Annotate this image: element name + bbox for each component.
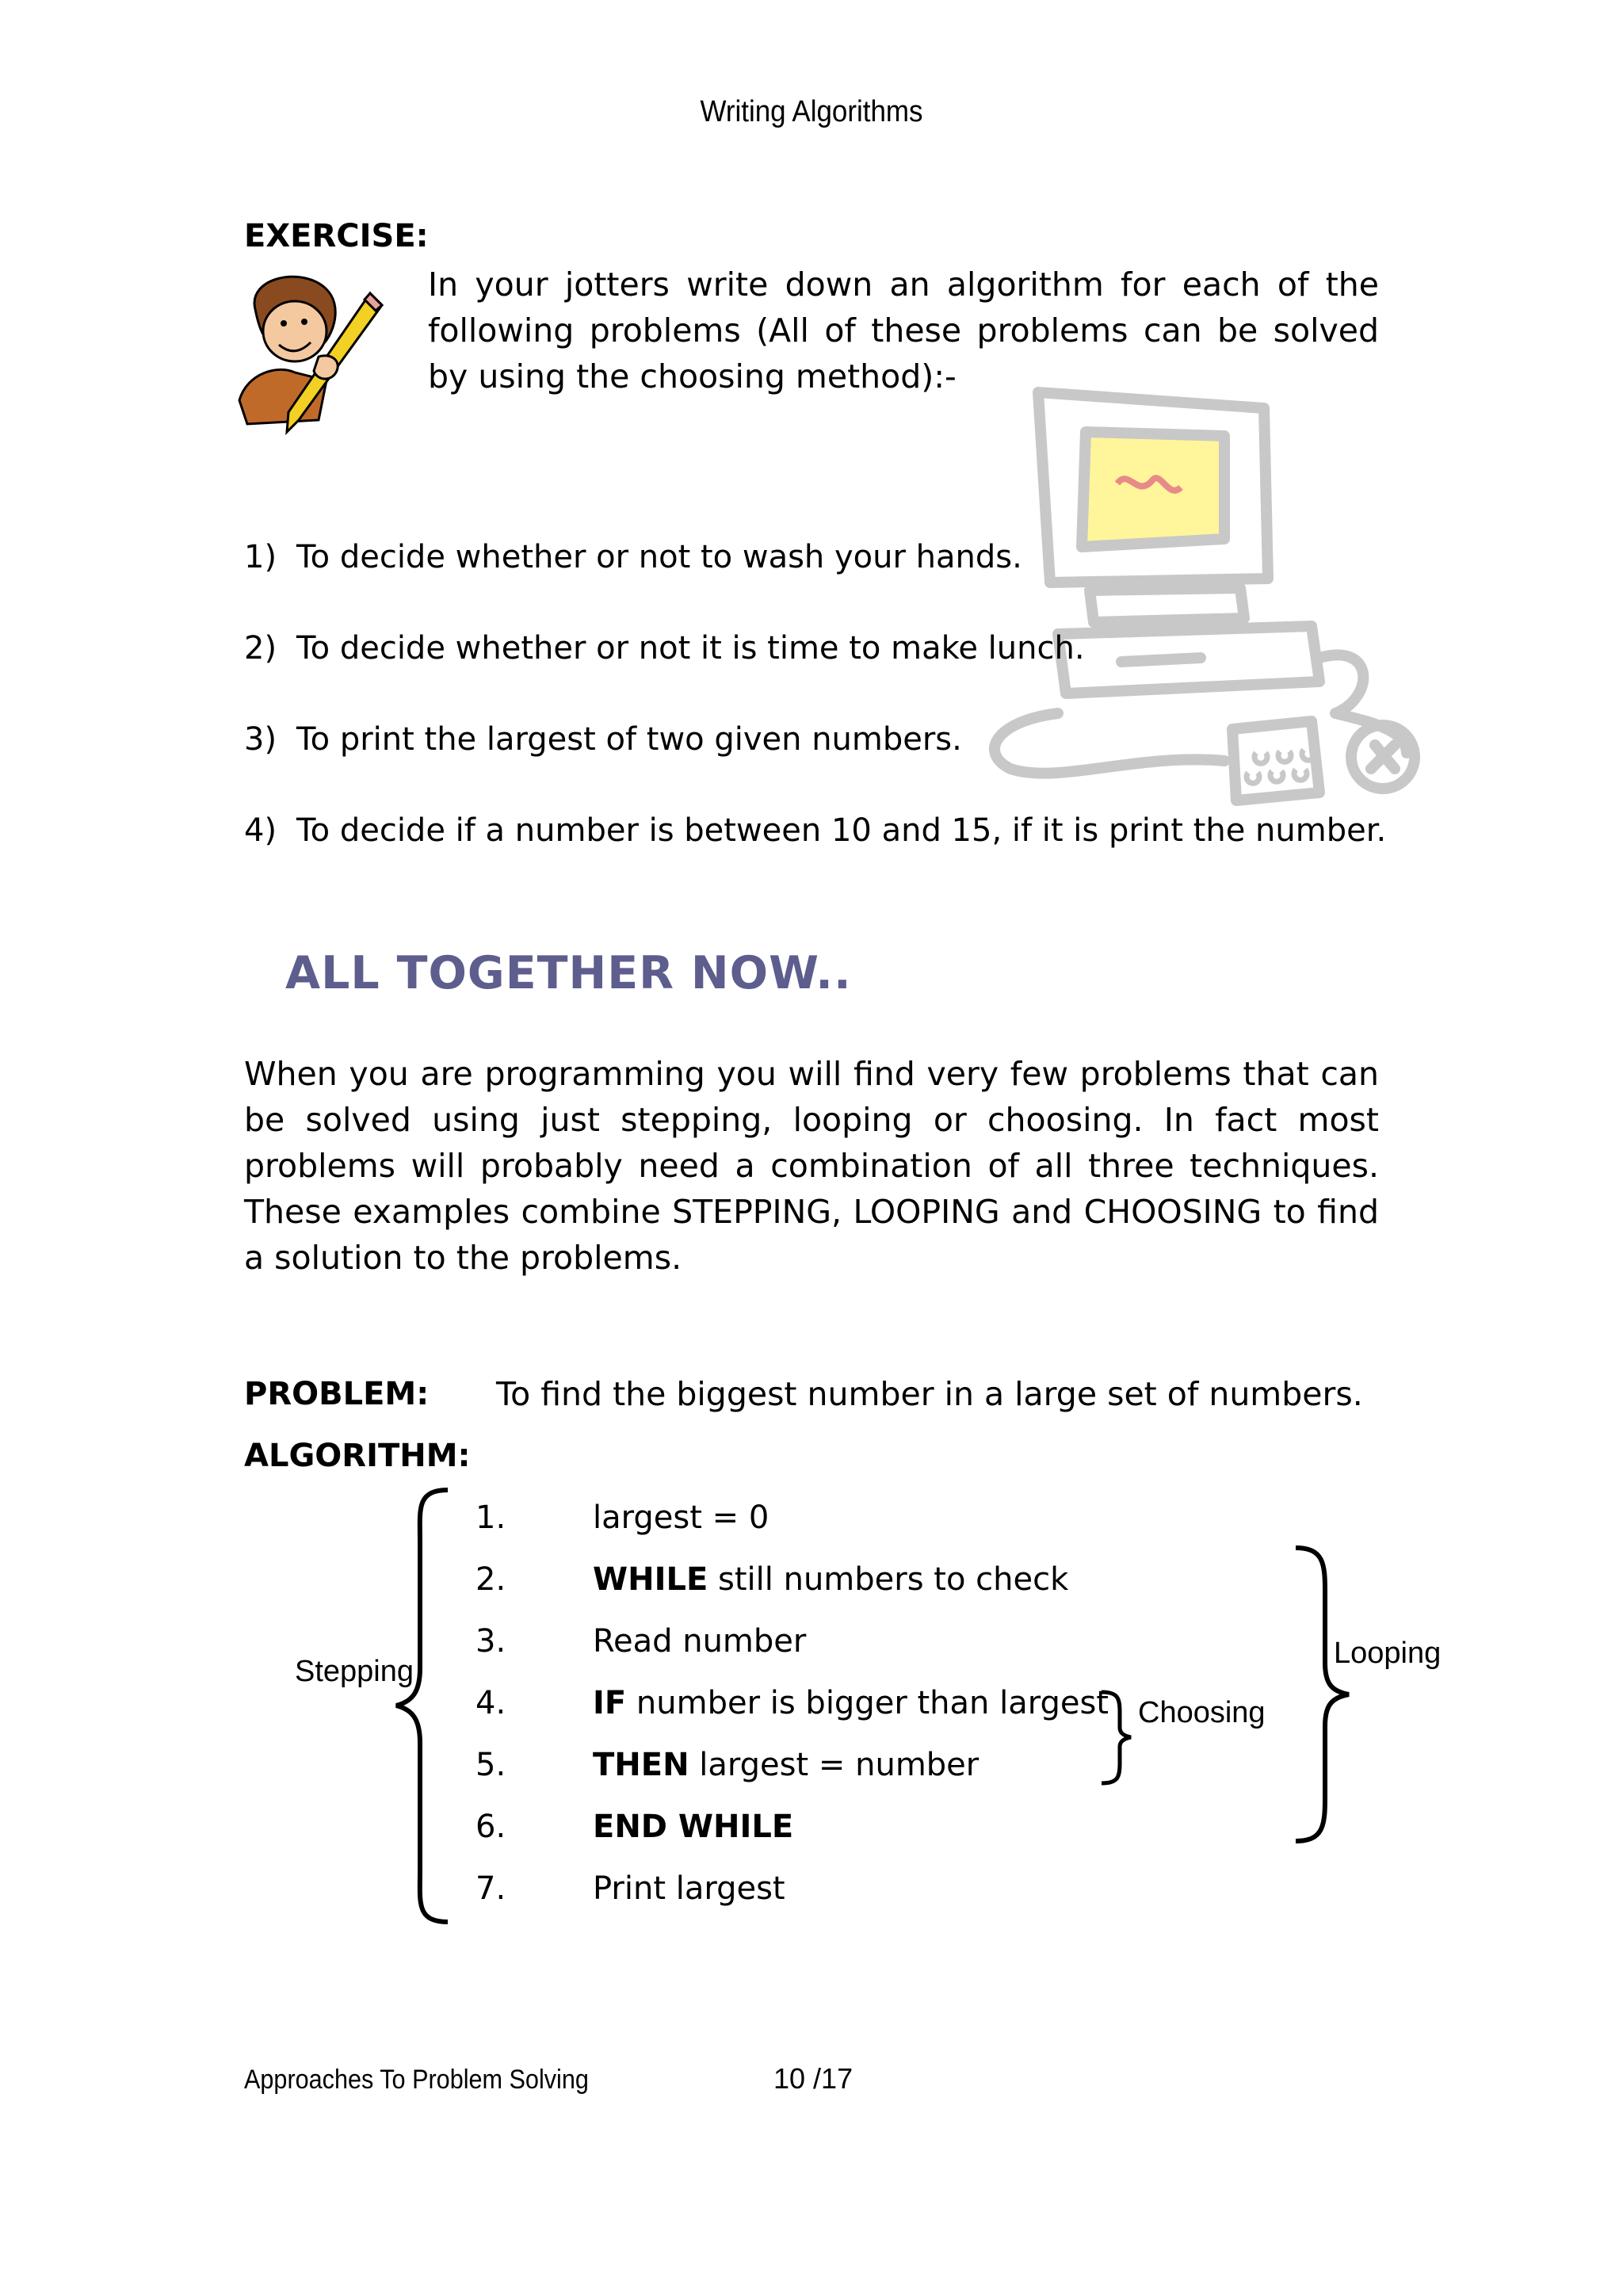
task-number: 2) — [244, 630, 277, 667]
step-number: 1. — [475, 1499, 506, 1536]
section-paragraph: When you are programming you will find very few problems that can be solved using just stepping, looping or choosing. In fact most problems will probably need a combination of all three techniques. These examples combine STEPPING, LOOPING and CHOOSING to find a solution to the problems. — [244, 1055, 1379, 1277]
step-body: largest = 0 — [593, 1499, 769, 1536]
step-text — [593, 1809, 793, 1845]
step-number: 3. — [475, 1623, 506, 1660]
task-number: 3) — [244, 721, 277, 758]
choosing-brace — [1098, 1688, 1137, 1787]
girl-with-pencil-clipart — [231, 262, 390, 444]
step-number: 7. — [475, 1870, 506, 1907]
step-keyword: WHILE — [593, 1561, 708, 1598]
step-keyword: THEN — [593, 1747, 689, 1783]
running-header: Writing Algorithms — [700, 95, 923, 128]
task-text: To print the largest of two given numbers. — [296, 721, 962, 758]
step-text — [593, 1747, 979, 1783]
looping-brace — [1292, 1544, 1355, 1845]
stepping-brace — [392, 1486, 452, 1926]
task-number: 4) — [244, 812, 277, 849]
step-number: 5. — [475, 1747, 506, 1783]
section-heading: ALL TOGETHER NOW.. — [285, 947, 852, 999]
problem-label: PROBLEM: — [244, 1376, 430, 1412]
step-body: number is bigger than largest — [626, 1685, 1109, 1721]
step-number: 4. — [475, 1685, 506, 1721]
task-item-4 — [244, 812, 1386, 849]
task-text: To decide whether or not to wash your hands. — [296, 539, 1022, 575]
step-text — [593, 1499, 769, 1536]
step-body: Print largest — [593, 1870, 785, 1907]
stepping-label: Stepping — [295, 1655, 414, 1688]
step-text — [593, 1623, 806, 1660]
looping-label: Looping — [1334, 1637, 1442, 1670]
step-text — [593, 1685, 1109, 1721]
step-keyword: IF — [593, 1685, 627, 1721]
exercise-intro: In your jotters write down an algorithm for each of the following problems (All of these problems can be solved by using the choosing method):- — [428, 266, 1379, 395]
step-text — [593, 1561, 1068, 1598]
step-text — [593, 1870, 785, 1907]
step-number: 2. — [475, 1561, 506, 1598]
choosing-label: Choosing — [1138, 1696, 1266, 1729]
problem-text: To find the biggest number in a large set of numbers. — [496, 1375, 1363, 1413]
algorithm-label: ALGORITHM: — [244, 1438, 471, 1474]
step-body: still numbers to check — [708, 1561, 1069, 1598]
task-item-3 — [244, 721, 962, 758]
task-item-1 — [244, 539, 1022, 575]
task-text: To decide whether or not it is time to make lunch. — [296, 630, 1085, 667]
step-body: largest = number — [689, 1747, 980, 1783]
task-number: 1) — [244, 539, 277, 575]
footer-title: Approaches To Problem Solving — [244, 2065, 589, 2095]
task-item-2 — [244, 630, 1085, 667]
step-body: Read number — [593, 1623, 807, 1660]
computer-clipart — [963, 380, 1438, 824]
step-number: 6. — [475, 1809, 506, 1845]
page-number: 10 /17 — [773, 2062, 854, 2095]
task-text: To decide if a number is between 10 and 15, if it is print the number. — [296, 812, 1387, 849]
step-keyword: END WHILE — [593, 1809, 794, 1845]
exercise-label: EXERCISE: — [244, 218, 429, 254]
